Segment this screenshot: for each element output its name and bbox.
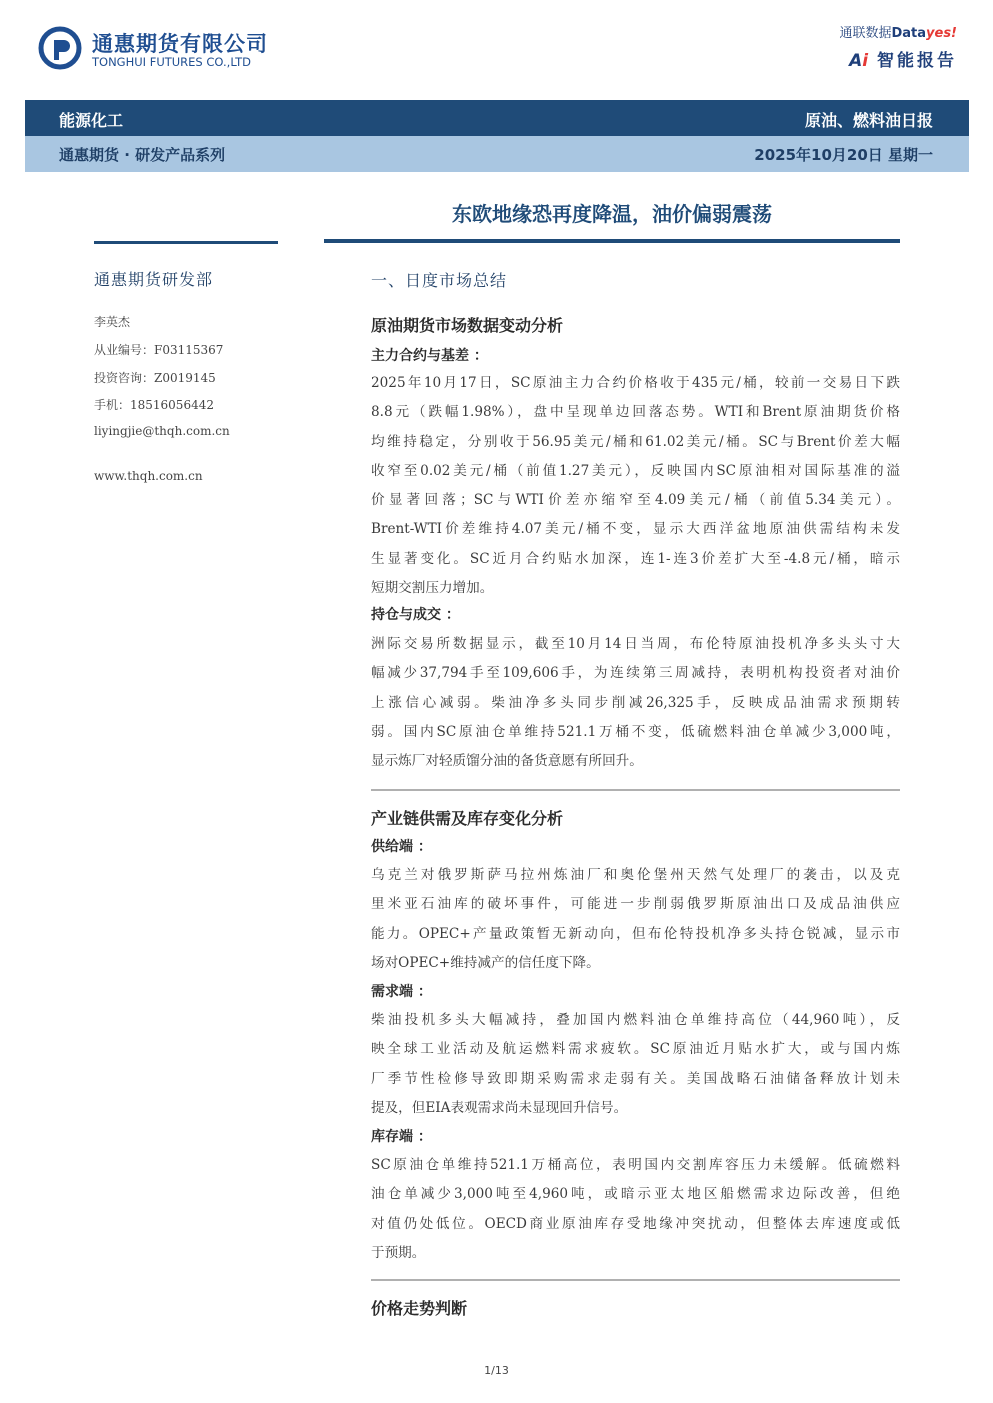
ai-letter: A xyxy=(849,51,863,71)
text-line: 均维持稳定，分别收于56.95美元/桶和61.02美元/桶。SC与Brent价差大幅 xyxy=(371,433,900,450)
text-line: 对值仍处低位。OECD商业原油库存受地缘冲突扰动，但整体去库速度或低 xyxy=(371,1215,900,1232)
text-line: 场对OPEC+维持减产的信任度下降。 xyxy=(371,954,600,971)
text-line: 厂季节性检修导致即期采购需求走弱有关。美国战略石油储备释放计划未 xyxy=(371,1070,900,1087)
text-line: 上涨信心减弱。柴油净多头同步削减26,325手，反映成品油需求预期转 xyxy=(371,694,900,711)
datayes-logo xyxy=(839,22,957,41)
phone-number: 手机：18516056442 xyxy=(94,398,214,412)
text-line: Brent-WTI价差维持4.07美元/桶不变，显示大西洋盆地原油供需结构未发 xyxy=(371,521,900,538)
tonghui-logo-icon xyxy=(38,26,82,70)
paragraph-demand xyxy=(371,1006,900,1123)
report-label: 智能报告 xyxy=(877,51,957,71)
text-line: 短期交割压力增加。 xyxy=(371,580,494,597)
datayes-brand: Data xyxy=(891,26,927,41)
email-link[interactable]: liyingjie@thqh.com.cn xyxy=(94,424,230,438)
subsection-title: 原油期货市场数据变动分析 xyxy=(371,316,564,335)
text-line: 于预期。 xyxy=(371,1244,426,1261)
text-line: 显示炼厂对轻质馏分油的备货意愿有所回升。 xyxy=(371,753,643,770)
paragraph-position xyxy=(371,630,900,776)
sector-band xyxy=(25,100,969,136)
paragraph-label: 主力合约与基差 ： xyxy=(371,348,488,364)
text-line: 弱。国内SC原油仓单维持521.1万桶不变，低硫燃料油仓单减少3,000吨， xyxy=(371,723,900,740)
text-line: 能力。OPEC+产量政策暂无新动向，但布伦特投机净多头持仓锐减，显示市 xyxy=(371,925,900,942)
text-line: 里米亚石油库的破坏事件，可能进一步削弱俄罗斯原油出口及成品油供应 xyxy=(371,896,900,913)
section-divider xyxy=(371,1279,900,1281)
subsection-title: 产业链供需及库存变化分析 xyxy=(371,809,564,828)
paragraph-inventory xyxy=(371,1151,900,1268)
text-line: 生显著变化。SC近月合约贴水加深，连1-连3价差扩大至-4.8元/桶，暗示 xyxy=(371,550,900,567)
sidebar-divider xyxy=(94,241,278,244)
advisory-number: 投资咨询：Z0019145 xyxy=(94,371,216,385)
text-line: 提及，但EIA表观需求尚未显现回升信号。 xyxy=(371,1099,628,1116)
paragraph-label: 库存端 ： xyxy=(371,1129,432,1145)
report-title: 东欧地缘恐再度降温，油价偏弱震荡 xyxy=(452,202,772,226)
text-line: 8.8元（跌幅1.98%），盘中呈现单边回落态势。WTI和Brent原油期货价格 xyxy=(371,404,900,421)
analyst-name: 李英杰 xyxy=(94,315,131,329)
report-date: 2025年10月20日 星期一 xyxy=(754,146,933,164)
text-line: 2025年10月17日，SC原油主力合约价格收于435元/桶，较前一交易日下跌 xyxy=(371,375,900,391)
section-divider xyxy=(371,789,900,791)
sector-label: 能源化工 xyxy=(59,111,124,130)
text-line: 收窄至0.02美元/桶（前值1.27美元），反映国内SC原油相对国际基准的溢 xyxy=(371,462,900,479)
ai-i: i xyxy=(862,51,869,71)
text-line: SC原油仓单维持521.1万桶高位，表明国内交割库容压力未缓解。低硫燃料 xyxy=(371,1157,900,1173)
text-line: 映全球工业活动及航运燃料需求疲软。SC原油近月贴水扩大，或与国内炼 xyxy=(371,1041,900,1058)
section-heading: 一、日度市场总结 xyxy=(371,271,508,290)
series-band xyxy=(25,136,969,172)
ai-report-label xyxy=(849,46,957,71)
report-type: 原油、燃料油日报 xyxy=(804,111,933,130)
website-link[interactable]: www.thqh.com.cn xyxy=(94,469,203,483)
license-number: 从业编号：F03115367 xyxy=(94,343,224,357)
paragraph-label: 持仓与成交 ： xyxy=(371,607,460,623)
datayes-prefix: 通联数据 xyxy=(839,26,892,41)
subsection-title: 价格走势判断 xyxy=(371,1299,468,1318)
page-number: 1/13 xyxy=(484,1364,509,1377)
company-name-en: TONGHUI FUTURES CO.,LTD xyxy=(92,55,252,69)
text-line: 乌克兰对俄罗斯萨马拉州炼油厂和奥伦堡州天然气处理厂的袭击，以及克 xyxy=(371,867,900,883)
paragraph-supply xyxy=(371,861,900,978)
text-line: 价显著回落；SC与WTI价差亦缩窄至4.09美元/桶（前值5.34美元）。 xyxy=(371,492,900,509)
datayes-yes: yes! xyxy=(926,26,957,41)
text-line: 洲际交易所数据显示，截至10月14日当周，布伦特原油投机净多头头寸大 xyxy=(371,636,900,652)
company-name-cn: 通惠期货有限公司 xyxy=(92,32,268,56)
series-label: 通惠期货 · 研发产品系列 xyxy=(59,146,226,164)
paragraph-label: 供给端 ： xyxy=(371,839,432,855)
department-name: 通惠期货研发部 xyxy=(94,270,214,289)
text-line: 幅减少37,794手至109,606手，为连续第三周减持，表明机构投资者对油价 xyxy=(371,665,900,682)
text-line: 油仓单减少3,000吨至4,960吨，或暗示亚太地区船燃需求边际改善，但绝 xyxy=(371,1186,900,1203)
paragraph-basis xyxy=(371,369,900,603)
title-divider xyxy=(324,239,900,243)
paragraph-label: 需求端 ： xyxy=(371,984,432,1000)
text-line: 柴油投机多头大幅减持，叠加国内燃料油仓单维持高位（44,960吨），反 xyxy=(371,1012,900,1028)
